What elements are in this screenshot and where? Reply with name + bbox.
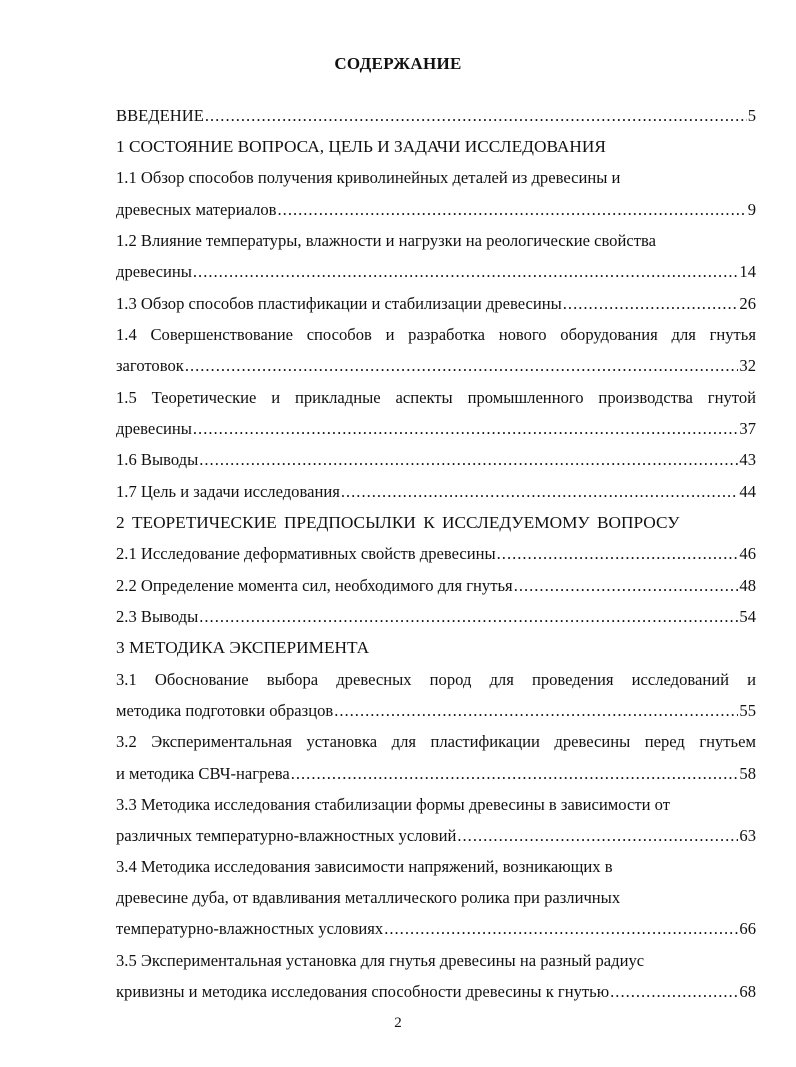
- toc-entry-text: и методика СВЧ-нагрева: [116, 764, 290, 783]
- toc-entry-line: [116, 166, 756, 190]
- toc-entry-page: 54: [739, 607, 756, 626]
- toc-entry: [116, 574, 756, 598]
- toc-entry: [116, 417, 756, 441]
- toc-entry-page: 44: [739, 482, 756, 501]
- toc-entry-text: 3.2 Экспериментальная установка для пластификации древесины перед гнутьем: [116, 732, 756, 751]
- toc-entry-text: 3.4 Методика исследования зависимости напряжений, возникающих в: [116, 857, 613, 876]
- toc-entry: [116, 824, 756, 848]
- document-title: СОДЕРЖАНИЕ: [334, 54, 462, 73]
- toc-entry-page: 9: [747, 200, 756, 219]
- toc-leader-dots: [193, 260, 739, 284]
- toc-entry-text: 1.6 Выводы: [116, 450, 199, 469]
- toc-entry: [116, 260, 756, 284]
- toc-entry-page: 46: [739, 544, 756, 563]
- toc-entry-page: 5: [747, 106, 756, 125]
- toc-entry-text: 2.1 Исследование деформативных свойств древесины: [116, 544, 496, 563]
- toc-leader-dots: [185, 354, 739, 378]
- toc-entry-text: методика подготовки образцов: [116, 701, 334, 720]
- toc-entry-line: [116, 386, 756, 410]
- toc-entry-text: кривизны и методика исследования способности древесины к гнутью: [116, 982, 610, 1001]
- toc-entry-page: 32: [739, 356, 756, 375]
- page-number: 2: [394, 1015, 402, 1031]
- toc-entry-text: заготовок: [116, 356, 184, 375]
- toc-entry-line: [116, 793, 756, 817]
- toc-entry: [116, 292, 756, 316]
- toc-entry-line: [116, 323, 756, 347]
- toc-entry-text: ВВЕДЕНИЕ: [116, 106, 204, 125]
- toc-leader-dots: [563, 292, 739, 316]
- toc-entry-page: 63: [739, 826, 756, 845]
- toc-entry-text: 1.5 Теоретические и прикладные аспекты промышленного производства гнутой: [116, 388, 756, 407]
- toc-entry: [116, 605, 756, 629]
- toc-entry-line: [116, 668, 756, 692]
- toc-entry-page: 55: [739, 701, 756, 720]
- toc-entry-text: 1.2 Влияние температуры, влажности и нагрузки на реологические свойства: [116, 231, 656, 250]
- toc-entry-text: различных температурно-влажностных условий: [116, 826, 457, 845]
- toc-entry: [116, 448, 756, 472]
- toc-entry-text: 2.3 Выводы: [116, 607, 199, 626]
- toc-chapter-heading: [116, 511, 756, 535]
- toc-entry-text: 1.7 Цель и задачи исследования: [116, 482, 340, 501]
- toc-leader-dots: [193, 417, 739, 441]
- toc-entry-line: [116, 886, 756, 910]
- toc-leader-dots: [341, 480, 739, 504]
- toc-entry-page: 26: [739, 294, 756, 313]
- toc-entry: [116, 480, 756, 504]
- toc-chapter-heading: [116, 135, 756, 159]
- toc-entry-text: древесине дуба, от вдавливания металлического ролика при различных: [116, 888, 621, 907]
- toc-leader-dots: [334, 699, 738, 723]
- toc-entry-page: 68: [739, 982, 756, 1001]
- toc-entry-line: [116, 855, 756, 879]
- toc-entry-page: 58: [739, 764, 756, 783]
- toc-leader-dots: [199, 605, 738, 629]
- toc-entry-text: 3.5 Экспериментальная установка для гнутья древесины на разный радиус: [116, 951, 645, 970]
- toc-entry-text: древесины: [116, 262, 192, 281]
- toc-leader-dots: [199, 448, 738, 472]
- toc-chapter-heading: [116, 636, 756, 660]
- toc-leader-dots: [457, 824, 738, 848]
- toc-entry-text: 1.3 Обзор способов пластификации и стабилизации древесины: [116, 294, 562, 313]
- toc-entry-page: 43: [739, 450, 756, 469]
- toc-entry-text: 3.3 Методика исследования стабилизации формы древесины в зависимости от: [116, 795, 670, 814]
- toc-leader-dots: [291, 762, 739, 786]
- toc-entry-text: 2.2 Определение момента сил, необходимого для гнутья: [116, 576, 513, 595]
- toc-heading-text: 3 МЕТОДИКА ЭКСПЕРИМЕНТА: [116, 638, 370, 657]
- toc-leader-dots: [278, 198, 747, 222]
- toc-heading-text: 2 ТЕОРЕТИЧЕСКИЕ ПРЕДПОСЫЛКИ К ИССЛЕДУЕМОМУ ВОПРОСУ: [116, 513, 680, 532]
- toc-entry: [116, 980, 756, 1004]
- toc-leader-dots: [205, 104, 747, 128]
- toc-entry-page: 66: [739, 919, 756, 938]
- toc-entry-page: 37: [739, 419, 756, 438]
- toc-entry-line: [116, 229, 756, 253]
- toc-entry: [116, 354, 756, 378]
- toc-leader-dots: [384, 917, 738, 941]
- toc-leader-dots: [514, 574, 739, 598]
- toc-entry-text: 1.1 Обзор способов получения криволинейных деталей из древесины и: [116, 168, 621, 187]
- toc-entry-text: древесины: [116, 419, 192, 438]
- toc-entry: [116, 762, 756, 786]
- toc-entry-text: 3.1 Обоснование выбора древесных пород для проведения исследований и: [116, 670, 756, 689]
- toc-entry: [116, 198, 756, 222]
- toc-entry-line: [116, 949, 756, 973]
- toc-entry-text: древесных материалов: [116, 200, 277, 219]
- toc-leader-dots: [497, 542, 739, 566]
- toc-leader-dots: [610, 980, 738, 1004]
- toc-entry-page: 48: [739, 576, 756, 595]
- toc-entry-line: [116, 730, 756, 754]
- toc-entry: [116, 699, 756, 723]
- toc-entry-text: температурно-влажностных условиях: [116, 919, 384, 938]
- toc-entry: [116, 104, 756, 128]
- toc-heading-text: 1 СОСТОЯНИЕ ВОПРОСА, ЦЕЛЬ И ЗАДАЧИ ИССЛЕДОВАНИЯ: [116, 137, 606, 156]
- toc-entry: [116, 917, 756, 941]
- toc-entry-text: 1.4 Совершенствование способов и разработка нового оборудования для гнутья: [116, 325, 756, 344]
- toc-entry: [116, 542, 756, 566]
- toc-entry-page: 14: [739, 262, 756, 281]
